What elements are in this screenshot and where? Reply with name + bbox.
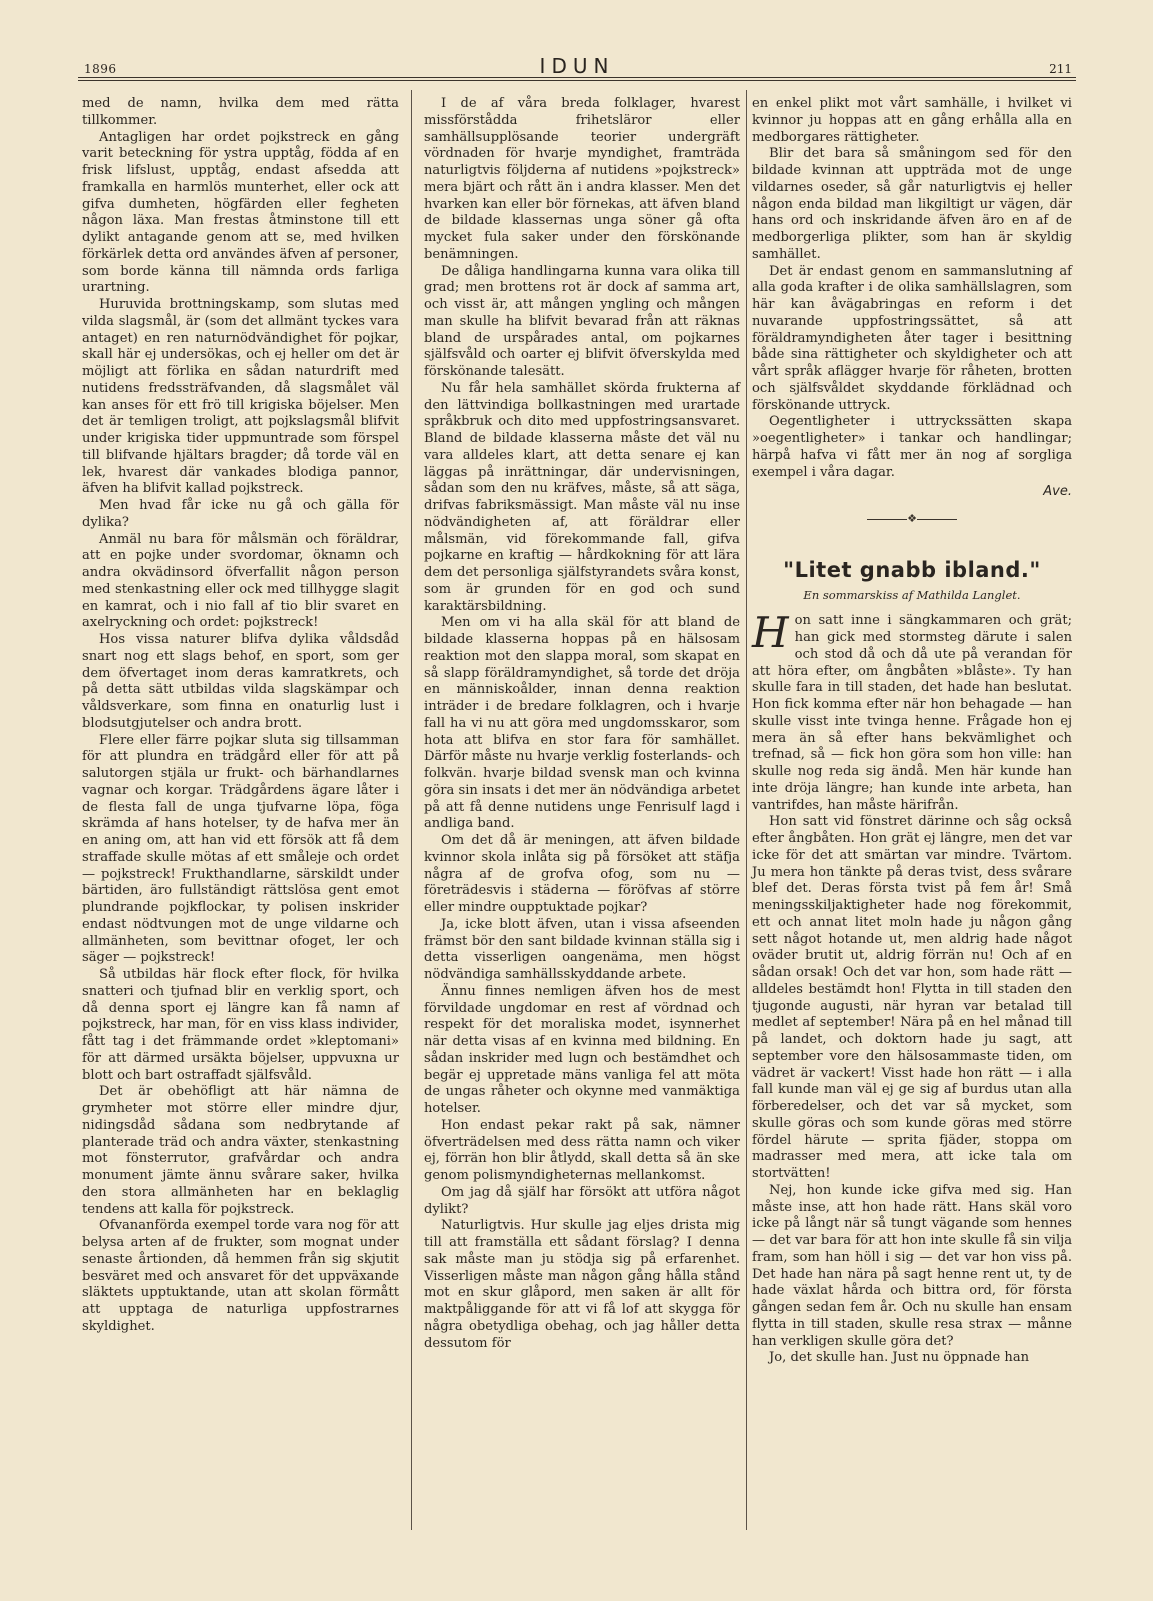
section-ornament [752,511,1072,528]
paragraph: Hon endast pekar rakt på sak, nämner öfverträdelsen med dess rätta namn och viker ej, förrän hon blir åtlydd, skall detta så än ske genom polismyndigheternas mellankomst. [424,1117,740,1183]
story-first-paragraph [752,608,1072,814]
paragraph: Ja, icke blott äfven, utan i vissa afseenden främst bör den sant bildade kvinnan ställa sig i detta visserligen oangenäma, men högst nödvändiga samhällsskyddande arbete. [424,916,740,982]
paragraph: Det är obehöfligt att här nämna de grymheter mot större eller mindre djur, nidingsdåd sådana som nedbrytande af planterade träd och andra växter, stenkastning mot fönsterrutor, grafvårdar och andra monument jämte ännu svårare saker, hvilka den stora allmänheten har en beklaglig tendens att kalla för pojkstreck. [82,1084,399,1217]
paragraph: Hos vissa naturer blifva dylika våldsdåd snart nog ett slags behof, en sport, som ger dem öfvertaget inom deras kamratkrets, och på detta sätt utbildas vilda slagskämpar och våldsverkare, som finna en onaturlig lust i blodsutgjutelser och andra brott. [82,632,399,731]
header-rule-second [78,80,1076,81]
column-divider-2 [746,90,747,1530]
story-title: "Litet gnabb ibland." [783,557,1041,582]
paragraph: Om jag då själf har försökt att utföra något dylikt? [424,1184,740,1217]
paragraph: Men hvad får icke nu gå och gälla för dylika? [82,498,399,530]
paragraph: med de namn, hvilka dem med rätta tillkommer. [82,96,399,128]
paragraph: Flere eller färre pojkar sluta sig tillsamman för att plundra en trädgård eller för att på salutorgen stjäla ur frukt- och bärhandlarnes vagnar och korgar. Trädgårdens ägare låter i de flesta fall de unga tjufvarne löpa, föga skrämda af hans hotelser, ty de hafva mer än en aning om, att han vid ett försök att få dem straffade skulle mötas af ett småleje och ordet — pojkstreck! Frukthandlarne, särskildt under bärtiden, äro fullständigt rättslösa gent emot plundrande pojkflockar, ty polisen inskrider endast nödtvungen mot de unge vildarne och allmänheten, som bevittnar ofoget, ler och säger — pojkstreck! [82,732,399,966]
story-byline: En sommarskiss af Mathilda Langlet. [803,587,1021,602]
article-column-1 [82,96,399,1336]
paragraph: I de af våra breda folklager, hvarest missförstådda frihetsläror eller samhällsupplösande teorier undergräft vördnaden för hvarje myndighet, framträda naturligtvis följderna af nutidens »pojkstreck» mera bjärt och rått än i andra klasser. Men det hvarken kan eller bör förnekas, att äfven bland de bildade klassernas unga söner gå ofta mycket fula saker under den förskönande benämningen. [424,96,740,262]
paragraph: Nu får hela samhället skörda frukterna af den lättvindiga bollkastningen med urartade språkbruk och dito med uppfostringsansvaret. Bland de bildade klasserna måste det väl nu vara alldeles klart, att detta senare ej kan läggas på inrättningar, där undervisningen, sådan som den nu kräfves, måste, så att säga, drifvas fabriksmässigt. Man måste väl nu inse nödvändigheten af, att föräldrar eller målsmän, vid förekommande fall, gifva pojkarne en kraftig — hårdkokning för att lära dem det personliga själfstyrandets svåra konst, som är grunden för en god och sund karaktärsbildning. [424,380,740,614]
article-signature: Ave. [1043,484,1072,500]
paragraph: Ofvananförda exempel torde vara nog för att belysa arten af de frukter, som mognat under senaste årtionden, då hemmen från sig skjutit besväret med och ansvaret för det uppväxande släktets upptuktande, utan att skolan förmått att upptaga de naturliga uppfostrarnes skyldighet. [82,1218,399,1334]
first-paragraph-text: on satt inne i sängkammaren och grät; han gick med stormsteg därute i salen och stod då och då ute på verandan för att höra efter, om ångbåten »blåste». Ty han skulle fara in till staden, det hade han beslutat. Hon fick komma efter när hon behagade — han skulle visst inte tvinga henne. Frågade hon ej mera än så efter hans bekvämlighet och trefnad, så — fick hon göra som hon ville: han skulle nog reda sig ändå. Men här kunde han inte dröja längre; han kunde inte arbeta, han vantrifdes, han måste härifrån. [752,613,1072,813]
page-header [78,52,1076,76]
paragraph: Nej, hon kunde icke gifva med sig. Han måste inse, att hon hade rätt. Hans skäl voro icke på långt när så tungt vägande som hennes — det var bara för att hon inte skulle få sin vilja fram, som han höll i sig — det var hon viss på. Det hade han nära på sagt henne rent ut, ty de hade växlat hårda och bittra ord, för första gången sedan fem år. Och nu skulle han ensam flytta in till staden, skulle resa strax — månne han verkligen skulle göra det? [752,1182,1072,1349]
paragraph: Om det då är meningen, att äfven bildade kvinnor skola inlåta sig på försöket att stäfja några af de grofva ofog, som nu — företrädesvis i städerna — föröfvas af större eller mindre oupptuktade pojkar? [424,833,740,915]
paragraph: Men om vi ha alla skäl för att bland de bildade klasserna hoppas på en hälsosam reaktion mot den slappa moral, som skapat en så slapp föräldramyndighet, så torde det dröja en människoålder, innan denna reaktion inträder i de bredare folklagren, och i hvarje fall ha vi nu att göra med ungdomsskaror, som hota att blifva en stor fara för samhället. Därför måste nu hvarje verklig fosterlands- och folkvän. hvarje bildad svensk man och kvinna göra sin insats i det mer än nödvändiga arbetet på att få denne nutidens unge Fenrisulf lagd i andliga band. [424,615,740,832]
paragraph: Huruvida brottningskamp, som slutas med vilda slagsmål, är (som det allmänt tyckes vara antaget) en ren naturnödvändighet för pojkar, skall här ej undersökas, och ej heller om det är möjligt att förlika en sådan naturdrift med nutidens fredssträfvanden, då slagsmålet väl kan anses för ett frö till krigiska böjelser. Men det är temligen troligt, att pojkslagsmål blifvit under krigiska tider uppmuntrade som förspel till blifvande hjältars bragder; då torde väl en lek, hvarest där vankades blodiga pannor, äfven ha blifvit kallad pojkstreck. [82,297,399,497]
header-year: 1896 [84,62,117,76]
column-divider-1 [411,90,412,1530]
paragraph: Naturligtvis. Hur skulle jag eljes drista mig till att framställa ett sådant förslag? I denna sak måste man ju stödja sig på erfarenhet. Visserligen måste man någon gång hålla stånd mot en skur glåpord, men saken är allt för maktpåliggande för att vi få lof att skygga för några obetydliga obehag, och jag håller detta dessutom för [424,1218,740,1351]
paragraph: Anmäl nu bara för målsmän och föräldrar, att en pojke under svordomar, öknamn och andra okvädinsord öfverfallit någon person med stenkastning eller ock med tillhygge slagit en kamrat, och i nio fall af tio blir svaret en axelryckning och ordet: pojkstreck! [82,531,399,631]
paragraph: Det är endast genom en sammanslutning af alla goda krafter i de olika samhällslagren, som här kan åvägabringas en reform i det nuvarande uppfostringssättet, så att föräldramyndigheten åter tager i besittning både sina rättigheter och skyldigheter och att vårt språk aflägger hvarje för råheten, brotten och själfsvåldet skyddande förklädnad och förskönande uttryck. [752,263,1072,413]
paragraph: Antagligen har ordet pojkstreck en gång varit beteckning för ystra upptåg, födda af en frisk lifslust, upptåg, endast afsedda att framkalla en harmlös munterhet, eller ock att gifva dumheten, högfärden eller fegheten någon läxa. Man frestas åtminstone till ett dylikt antagande genom att se, med hvilken förkärlek detta ord användes äfven af personer, som borde känna till nämnda ords farliga urartning. [82,129,399,296]
paragraph: De dåliga handlingarna kunna vara olika till grad; men brottens rot är dock af samma art, och visst är, att mången yngling och mången man skulle ha blifvit bevarad från att räknas bland de urspårades antal, om pojkarnes själfsvåld och oarter ej blifvit öfverskylda med förskönande talesätt. [424,263,740,379]
ornament-glyph: ❖ [907,512,917,525]
header-rule [78,77,1076,78]
paragraph: Hon satt vid fönstret därinne och såg också efter ångbåten. Hon grät ej längre, men det var icke för det att smärtan var mindre. Tvärtom. Ju mera hon tänkte på deras tvist, dess svårare blef det. Deras första tvist på fem år! Små meningsskiljaktigheter hade nog förekommit, ett och annat litet moln hade ju någon gång sett något hotande ut, men aldrig hade något oväder brutit ut, aldrig förrän nu! Och af en sådan orsak! Och det var hon, som hade rätt — alldeles bestämdt hon! Flytta in till staden den tjugonde augusti, när hyran var betalad till medlet af september! Nära på en hel månad till på landet, och doktorn hade ju sagt, att september vore den hälsosammaste tiden, om vädret är vackert! Visst hade hon rätt — i alla fall kunde man väl ej ge sig af burdus utan alla förberedelser, och det var så mycket, som skulle göras och som kunde göras med större fördel härute — sprita fjäder, stoppa om madrasser med mera, att icke tala om stortvätten! [752,814,1072,1181]
paragraph: Så utbildas här flock efter flock, för hvilka snatteri och tjufnad blir en verklig sport, och då denna sport ej längre kan få namn af pojkstreck, har man, för en viss klass individer, fått tag i det främmande ordet »kleptomani» för att därmed ursäkta böjelser, uppvuxna ur blott och bart ostraffadt själfsvåld. [82,967,399,1083]
header-page-number: 211 [1049,62,1072,76]
article-column-2 [424,96,740,1352]
paragraph: Ännu finnes nemligen äfven hos de mest förvildade ungdomar en rest af vördnad och respekt för det moraliska modet, isynnerhet när detta visas af en kvinna med bildning. En sådan inskrider med lugn och bestämdhet och begär ej uppretade mäns vanliga fel att möta de ungas råheter och okynne med vanmäktiga hotelser. [424,983,740,1116]
paragraph: en enkel plikt mot vårt samhälle, i hvilket vi kvinnor ju hoppas att en gång erhålla alla en medborgares rättigheter. [752,96,1072,145]
drop-cap: H [752,608,789,658]
paragraph: Blir det bara så småningom sed för den bildade kvinnan att uppträda mot de unge vildarnes oseder, så går naturligtvis ej heller någon enda bildad man likgiltigt ur vägen, där hans ord och inskridande äfven äro en af de medborgerliga plikter, som han är skyldig samhället. [752,146,1072,262]
paragraph: Oegentligheter i uttryckssätten skapa »oegentligheter» i tankar och handlingar; härpå hafva vi fått mer än nog af sorgliga exempel i våra dagar. [752,414,1072,480]
article-column-3 [752,96,1072,1367]
paragraph: Jo, det skulle han. Just nu öppnade han [769,1350,1030,1366]
header-title: IDUN [539,54,615,78]
